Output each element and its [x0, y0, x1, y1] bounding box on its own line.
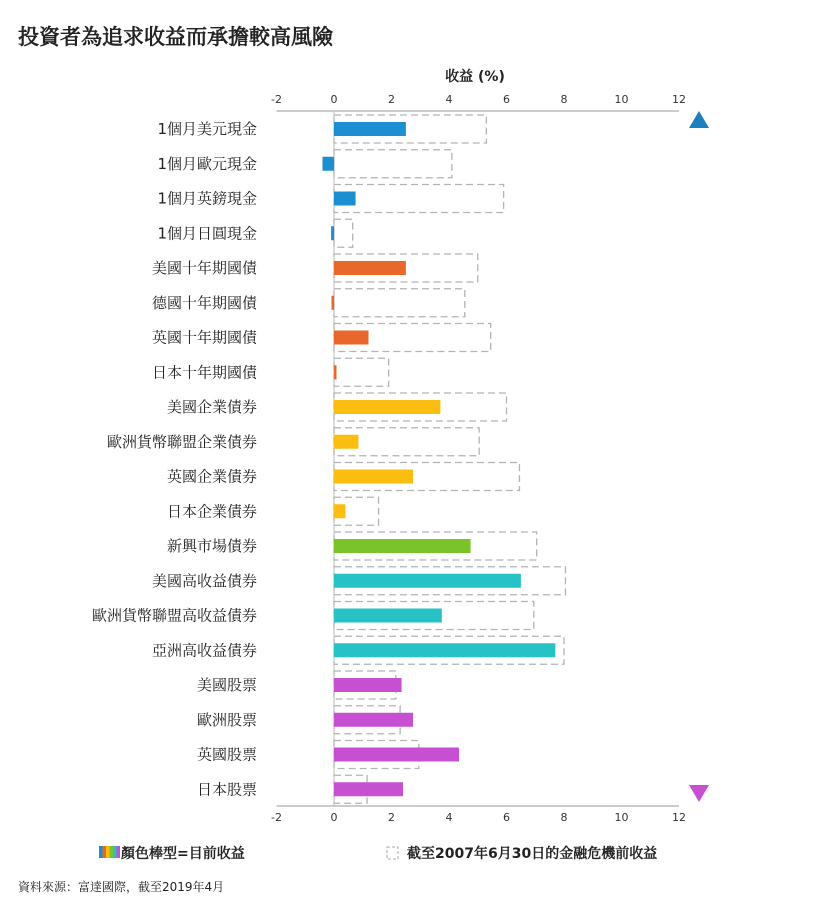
bottom-tick-label: 6	[503, 811, 510, 824]
bottom-tick-label: 8	[560, 811, 568, 824]
category-labels	[92, 120, 258, 798]
pre-crisis-yield-bar	[334, 219, 353, 247]
top-axis-ticks	[271, 93, 686, 106]
bottom-tick-label: 10	[614, 811, 629, 824]
category-label: 美國股票	[196, 676, 257, 694]
category-label: 日本十年期國債	[151, 363, 257, 382]
current-yield-bar	[334, 261, 406, 275]
top-tick-label: 4	[445, 93, 453, 106]
current-yield-bar	[334, 782, 403, 796]
top-tick-label: 10	[614, 93, 629, 106]
top-tick-label: 6	[503, 93, 510, 106]
current-yield-bar	[334, 365, 337, 379]
current-yield-bar	[334, 192, 356, 206]
category-label: 美國十年期國債	[151, 259, 257, 277]
legend	[99, 845, 657, 862]
category-label: 1個月美元現金	[157, 120, 257, 138]
category-label: 英國股票	[196, 745, 257, 764]
current-yield-bar	[334, 331, 369, 345]
category-label: 日本企業債券	[166, 502, 257, 521]
category-label: 歐洲貨幣聯盟高收益債券	[91, 606, 257, 625]
category-label: 英國企業債券	[166, 467, 257, 486]
arrow-up-icon	[689, 111, 709, 128]
category-label: 日本股票	[196, 780, 257, 799]
pre-crisis-yield-bar	[334, 150, 452, 178]
current-yield-bar	[331, 226, 334, 240]
current-yield-bar	[334, 748, 459, 762]
legend-swatch-segment	[103, 846, 107, 858]
category-label: 1個月英鎊現金	[157, 189, 257, 208]
bottom-tick-label: 2	[388, 811, 395, 824]
legend-swatch-segment	[110, 846, 114, 858]
legend-swatch-segment	[106, 846, 110, 858]
pre-crisis-yield-bar	[334, 289, 465, 317]
top-tick-label: -2	[271, 93, 282, 106]
pre-crisis-yield-bars	[334, 115, 565, 803]
current-yield-bar	[334, 470, 413, 484]
current-yield-bars	[323, 122, 556, 796]
current-yield-bar	[334, 539, 471, 553]
risk-arrow	[689, 111, 709, 802]
category-label: 美國企業債券	[166, 398, 257, 416]
current-yield-bar	[323, 157, 335, 171]
arrow-down-icon	[689, 785, 709, 802]
source-note: 資料來源：富達國際，截至2019年4月	[18, 880, 225, 894]
current-yield-bar	[334, 678, 402, 692]
color-bars-legend-icon	[99, 846, 120, 858]
top-tick-label: 12	[672, 93, 686, 106]
bottom-tick-label: 0	[330, 811, 338, 824]
current-yield-bar	[334, 122, 406, 136]
pre-crisis-yield-bar	[334, 185, 504, 213]
current-yield-bar	[334, 574, 521, 588]
current-yield-bar	[334, 504, 346, 518]
category-label: 新興市場債券	[166, 537, 257, 555]
current-yield-bar	[334, 400, 440, 414]
bottom-tick-label: 12	[672, 811, 686, 824]
bottom-tick-label: -2	[271, 811, 282, 824]
top-tick-label: 0	[330, 93, 338, 106]
dashed-box-legend-icon	[387, 847, 398, 859]
bottom-axis-ticks	[271, 811, 686, 824]
current-yield-bar	[334, 435, 358, 449]
current-yield-bar	[332, 296, 335, 310]
category-label: 亞洲高收益債券	[151, 641, 257, 660]
x-axis-title: 收益 (%)	[445, 69, 505, 85]
category-label: 美國高收益債券	[151, 571, 257, 590]
category-label: 德國十年期國債	[151, 293, 257, 312]
category-label: 1個月日圓現金	[157, 224, 257, 243]
legend-precrisis-label: 截至2007年6月30日的金融危機前收益	[407, 846, 658, 862]
chart-title: 投資者為追求收益而承擔較高風險	[18, 25, 333, 49]
legend-swatch-segment	[99, 846, 103, 858]
legend-swatch-segment	[113, 846, 117, 858]
top-tick-label: 2	[388, 93, 395, 106]
legend-swatch-segment	[117, 846, 121, 858]
category-label: 1個月歐元現金	[157, 154, 257, 173]
current-yield-bar	[334, 643, 555, 657]
category-label: 歐洲股票	[196, 710, 257, 729]
pre-crisis-yield-bar	[334, 358, 389, 386]
current-yield-bar	[334, 713, 413, 727]
category-label: 英國十年期國債	[151, 328, 257, 347]
category-label: 歐洲貨幣聯盟企業債券	[106, 432, 257, 451]
legend-current-label: 顏色棒型=目前收益	[121, 846, 245, 862]
current-yield-bar	[334, 609, 442, 623]
top-tick-label: 8	[560, 93, 568, 106]
bottom-tick-label: 4	[445, 811, 453, 824]
